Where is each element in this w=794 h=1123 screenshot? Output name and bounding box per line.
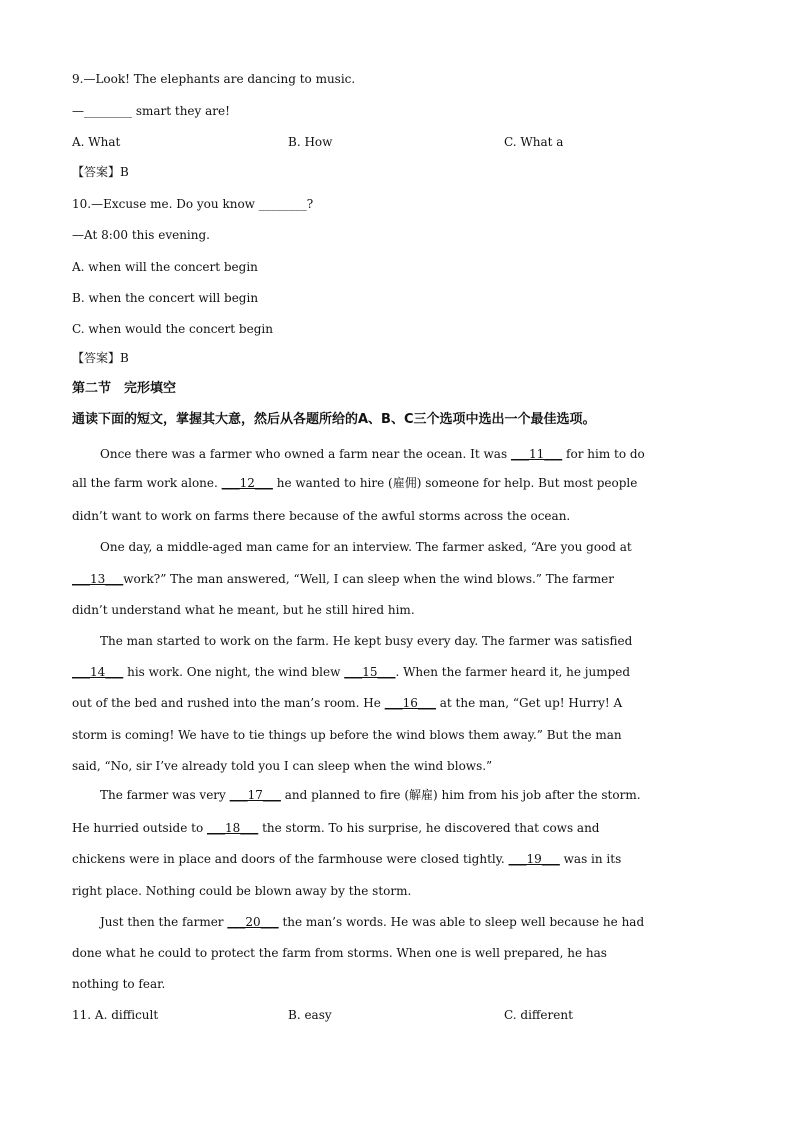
- q11-option-c: C. different: [504, 1008, 573, 1022]
- q11-option-b: B. easy: [288, 1008, 332, 1022]
- passage-text: work?” The man answered, “Well, I can sleep when the wind blows.” The farmer: [123, 572, 614, 586]
- blank-12: ___12___: [221, 476, 273, 490]
- q11-option-a: 11. A. difficult: [72, 1008, 159, 1022]
- passage-text: out of the bed and rushed into the man’s room. He: [72, 696, 385, 710]
- blank-13: ___13___: [72, 572, 124, 586]
- blank-16: ___16___: [384, 696, 436, 710]
- passage-line-16: [100, 914, 644, 930]
- q10-answer: 【答案】B: [72, 351, 129, 365]
- passage-line-9: [72, 695, 622, 711]
- passage-text: was in its: [559, 852, 622, 866]
- blank-14: ___14___: [72, 665, 124, 679]
- passage-text: the storm. To his surprise, he discovered that cows and: [258, 821, 600, 835]
- passage-line-1: [100, 446, 645, 462]
- q10-option-b: B. when the concert will begin: [72, 291, 259, 305]
- passage-line-3: didn’t want to work on farms there because of the awful storms across the ocean.: [72, 509, 571, 523]
- blank-17: ___17___: [229, 788, 281, 802]
- blank-11: ___11___: [510, 447, 563, 461]
- passage-text: his work. One night, the wind blew: [123, 665, 345, 679]
- section-instruction: 通读下面的短文，掌握其大意，然后从各题所给的A、B、C三个选项中选出一个最佳选项。: [72, 412, 596, 427]
- passage-line-12: [100, 787, 641, 803]
- passage-line-6: didn’t understand what he meant, but he still hired him.: [72, 603, 415, 617]
- blank-15: ___15___: [344, 665, 396, 679]
- passage-line-5: [72, 571, 614, 587]
- q9-stem: 9.—Look! The elephants are dancing to music.: [72, 72, 356, 86]
- passage-text: at the man, “Get up! Hurry! A: [435, 696, 623, 710]
- passage-line-18: nothing to fear.: [72, 977, 166, 991]
- passage-text: The farmer was very: [100, 788, 230, 802]
- passage-text: chickens were in place and doors of the farmhouse were closed tightly.: [72, 852, 509, 866]
- passage-text: the man’s words. He was able to sleep well because he had: [278, 915, 645, 929]
- q10-stem: 10.—Excuse me. Do you know ________?: [72, 197, 314, 211]
- q10-reply: —At 8:00 this evening.: [72, 228, 210, 242]
- passage-line-7: The man started to work on the farm. He kept busy every day. The farmer was satisfied: [100, 634, 633, 648]
- passage-line-13: [72, 820, 600, 836]
- passage-text: He hurried outside to: [72, 821, 207, 835]
- passage-line-10: storm is coming! We have to tie things up before the wind blows them away.” But the man: [72, 728, 622, 742]
- passage-text: and planned to fire (解雇) him from his job after the storm.: [280, 788, 641, 802]
- q9-option-b: B. How: [288, 135, 333, 149]
- section-title: 第二节 完形填空: [72, 381, 177, 396]
- passage-line-11: said, “No, sir I’ve already told you I can sleep when the wind blows.”: [72, 759, 493, 773]
- passage-line-4: One day, a middle-aged man came for an interview. The farmer asked, “Are you good at: [100, 540, 632, 554]
- passage-line-17: done what he could to protect the farm from storms. When one is well prepared, he has: [72, 946, 607, 960]
- passage-text: . When the farmer heard it, he jumped: [395, 665, 631, 679]
- q10-option-c: C. when would the concert begin: [72, 322, 273, 336]
- passage-text: Just then the farmer: [100, 915, 228, 929]
- q9-option-c: C. What a: [504, 135, 564, 149]
- passage-line-2: [72, 475, 637, 491]
- blank-20: ___20___: [227, 915, 279, 929]
- blank-19: ___19___: [508, 852, 560, 866]
- passage-line-14: [72, 851, 621, 867]
- q9-reply: —________ smart they are!: [72, 104, 230, 118]
- passage-text: for him to do: [562, 447, 645, 461]
- passage-text: Once there was a farmer who owned a farm near the ocean. It was: [100, 447, 511, 461]
- passage-line-8: [72, 664, 630, 680]
- q10-option-a: A. when will the concert begin: [72, 260, 258, 274]
- passage-line-15: right place. Nothing could be blown away by the storm.: [72, 884, 412, 898]
- q9-option-a: A. What: [72, 135, 121, 149]
- blank-18: ___18___: [206, 821, 259, 835]
- passage-text: all the farm work alone.: [72, 476, 222, 490]
- passage-text: he wanted to hire (雇佣) someone for help. But most people: [272, 476, 638, 490]
- q9-answer: 【答案】B: [72, 165, 129, 179]
